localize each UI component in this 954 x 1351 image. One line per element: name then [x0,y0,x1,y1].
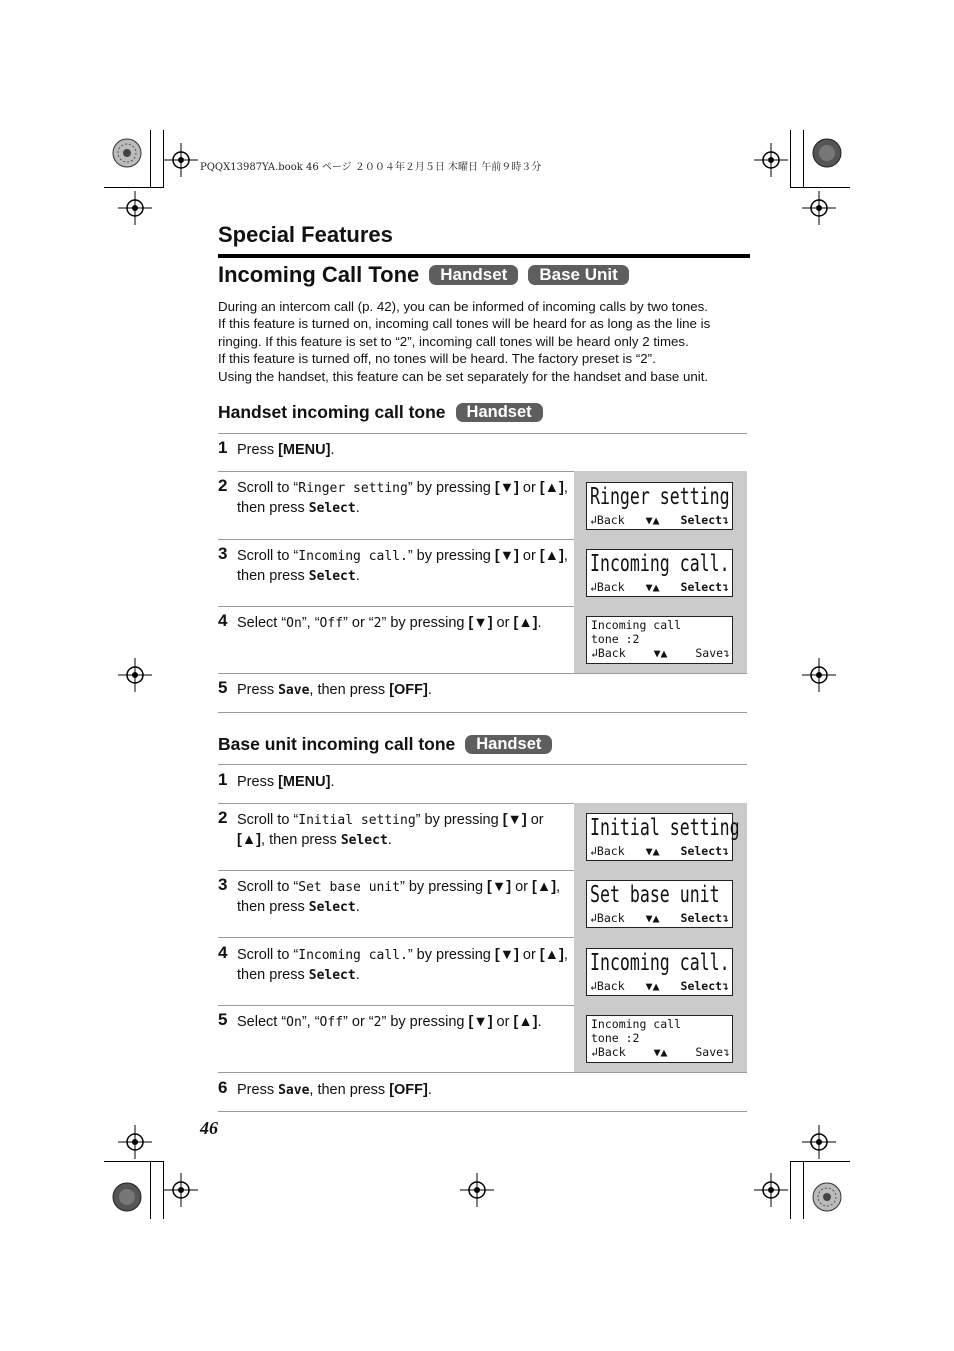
down-key: [▼] [487,879,512,895]
up-key: [▲] [539,947,564,963]
up-key: [▲] [539,480,564,496]
registration-mark-icon [164,1173,198,1207]
color-wheel-icon [812,138,842,168]
intro-text [218,298,758,385]
divider [218,673,747,674]
menu-option: Incoming call. [298,549,408,564]
divider [218,1072,747,1073]
registration-mark-icon [460,1173,494,1207]
down-key: [▼] [468,1014,493,1030]
step-number: 4 [218,943,228,962]
registration-mark-icon [802,658,836,692]
registration-mark-icon [754,143,788,177]
step-text: Press Save, then press [OFF]. [237,1082,432,1098]
step-number: 3 [218,875,228,894]
step-number: 5 [218,1010,228,1029]
step-text: Scroll to “Set base unit” by pressing [▼] or [▲], then press Select. [237,879,561,915]
menu-option: Initial setting [298,813,416,828]
divider [218,764,747,765]
step-number: 1 [218,770,228,789]
section-title: Special Features [218,222,393,247]
divider [218,712,747,713]
lcd-text: Set base unit [590,882,720,908]
step-text: Scroll to “Initial setting” by pressing [▼] or [▲], then press Select. [237,812,544,848]
registration-mark-icon [118,658,152,692]
intro-line: If this feature is turned on, incoming call tones will be heard for as long as the line is [218,316,711,332]
step-text: Scroll to “Incoming call.” by pressing [▼] or [▲], then press Select. [237,548,568,584]
lcd-cell [574,539,747,606]
lcd-display [586,549,733,597]
lcd-display [586,813,740,861]
step-5 [218,678,747,712]
step-1 [218,438,747,472]
soft-key: Select [340,832,388,848]
divider [218,1111,747,1112]
lcd-text: Incoming call. [590,950,730,976]
step-number: 1 [218,438,228,457]
lcd-softkeys: ↲Back ▼▲ Select↴ [590,911,729,925]
print-header: PQQX13987YA.book 46 ページ ２００４年２月５日 木曜日 午前９時３分 [200,162,542,173]
menu-key: [MENU] [278,774,331,790]
base-unit-tone-title: Base unit incoming call tone [218,734,456,754]
soft-key: Save [278,683,310,698]
up-key: [▲] [237,831,262,848]
step-text: Scroll to “Incoming call.” by pressing [▼] or [▲], then press Select. [237,947,568,983]
soft-key: Save [278,1083,310,1098]
down-key: [▼] [502,812,527,828]
lcd-cell [574,471,747,539]
lcd-softkeys: ↲Back ▼▲ Select↴ [590,844,729,858]
intro-line: ringing. If this feature is set to “2”, incoming call tones will be heard only 2 times. [218,333,689,349]
lcd-display [586,616,733,664]
lcd-cell [574,870,747,937]
registration-mark-icon [802,1125,836,1159]
registration-mark-icon [118,1125,152,1159]
registration-mark-icon [802,191,836,225]
lcd-softkeys: ↲Back ▼▲ Select↴ [590,979,729,993]
soft-key: Select [308,500,356,516]
base-unit-badge: Base Unit [528,265,628,285]
handset-badge: Handset [456,403,543,422]
lcd-softkeys: ↲Back ▼▲ Select↴ [590,580,729,594]
lcd-text: Incoming call. [590,551,730,577]
down-key: [▼] [494,947,519,963]
handset-badge: Handset [429,265,518,285]
up-key: [▲] [513,1014,538,1030]
color-wheel-icon [112,1182,142,1212]
lcd-softkeys: ↲Back ▼▲ Select↴ [590,513,729,527]
down-key: [▼] [494,548,519,564]
menu-option: Set base unit [298,880,400,895]
menu-key: [MENU] [278,442,331,458]
lcd-cell [574,606,747,673]
lcd-cell [574,937,747,1005]
step-text: Press [MENU]. [237,442,335,458]
color-wheel-icon [112,138,142,168]
lcd-display [586,948,733,996]
registration-mark-icon [164,143,198,177]
lcd-text: Ringer setting [590,484,730,510]
base-unit-tone-heading [218,734,552,755]
lcd-display [586,482,733,530]
page-title-text: Incoming Call Tone [218,262,420,287]
step-text: Press Save, then press [OFF]. [237,682,432,698]
down-key: [▼] [494,480,519,496]
lcd-cell [574,803,747,870]
registration-mark-icon [118,191,152,225]
step-text: Press [MENU]. [237,774,335,790]
soft-key: Select [308,568,356,584]
soft-key: Select [308,899,356,915]
lcd-text: Initial setting [590,815,740,841]
step-number: 3 [218,544,228,563]
page-title [218,262,629,288]
step-number: 2 [218,808,228,827]
intro-line: Using the handset, this feature can be set separately for the handset and base unit. [218,368,709,384]
lcd-text: Incoming call tone :2 ↲Back ▼▲ Save↴ [591,1017,730,1059]
step-text: Select “On”, “Off” or “2” by pressing [▼] or [▲]. [237,1014,542,1030]
menu-option: Ringer setting [298,481,408,496]
step-number: 5 [218,678,228,697]
color-wheel-icon [812,1182,842,1212]
step-6 [218,1078,747,1112]
handset-tone-title: Handset incoming call tone [218,402,446,422]
step-text: Scroll to “Ringer setting” by pressing [▼] or [▲], then press Select. [237,480,568,516]
intro-line: If this feature is turned off, no tones will be heard. The factory preset is “2”. [218,351,656,367]
registration-mark-icon [754,1173,788,1207]
soft-key: Select [308,967,356,983]
step-1 [218,770,747,804]
divider [218,433,747,434]
off-key: [OFF] [389,1082,428,1098]
page-number: 46 [200,1118,218,1138]
step-text: Select “On”, “Off” or “2” by pressing [▼] or [▲]. [237,615,542,631]
step-number: 4 [218,611,228,630]
handset-badge: Handset [465,735,552,754]
intro-line: During an intercom call (p. 42), you can be informed of incoming calls by two tones. [218,299,709,314]
lcd-display [586,1015,733,1063]
up-key: [▲] [532,879,557,895]
lcd-cell [574,1005,747,1072]
up-key: [▲] [513,615,538,631]
lcd-display [586,880,733,928]
down-key: [▼] [468,615,493,631]
lcd-text: Incoming call tone :2 ↲Back ▼▲ Save↴ [591,618,730,660]
handset-tone-heading [218,402,543,423]
menu-option: Incoming call. [298,948,408,963]
step-number: 6 [218,1078,228,1097]
step-number: 2 [218,476,228,495]
up-key: [▲] [539,548,564,564]
section-rule [218,254,750,258]
off-key: [OFF] [389,682,428,698]
